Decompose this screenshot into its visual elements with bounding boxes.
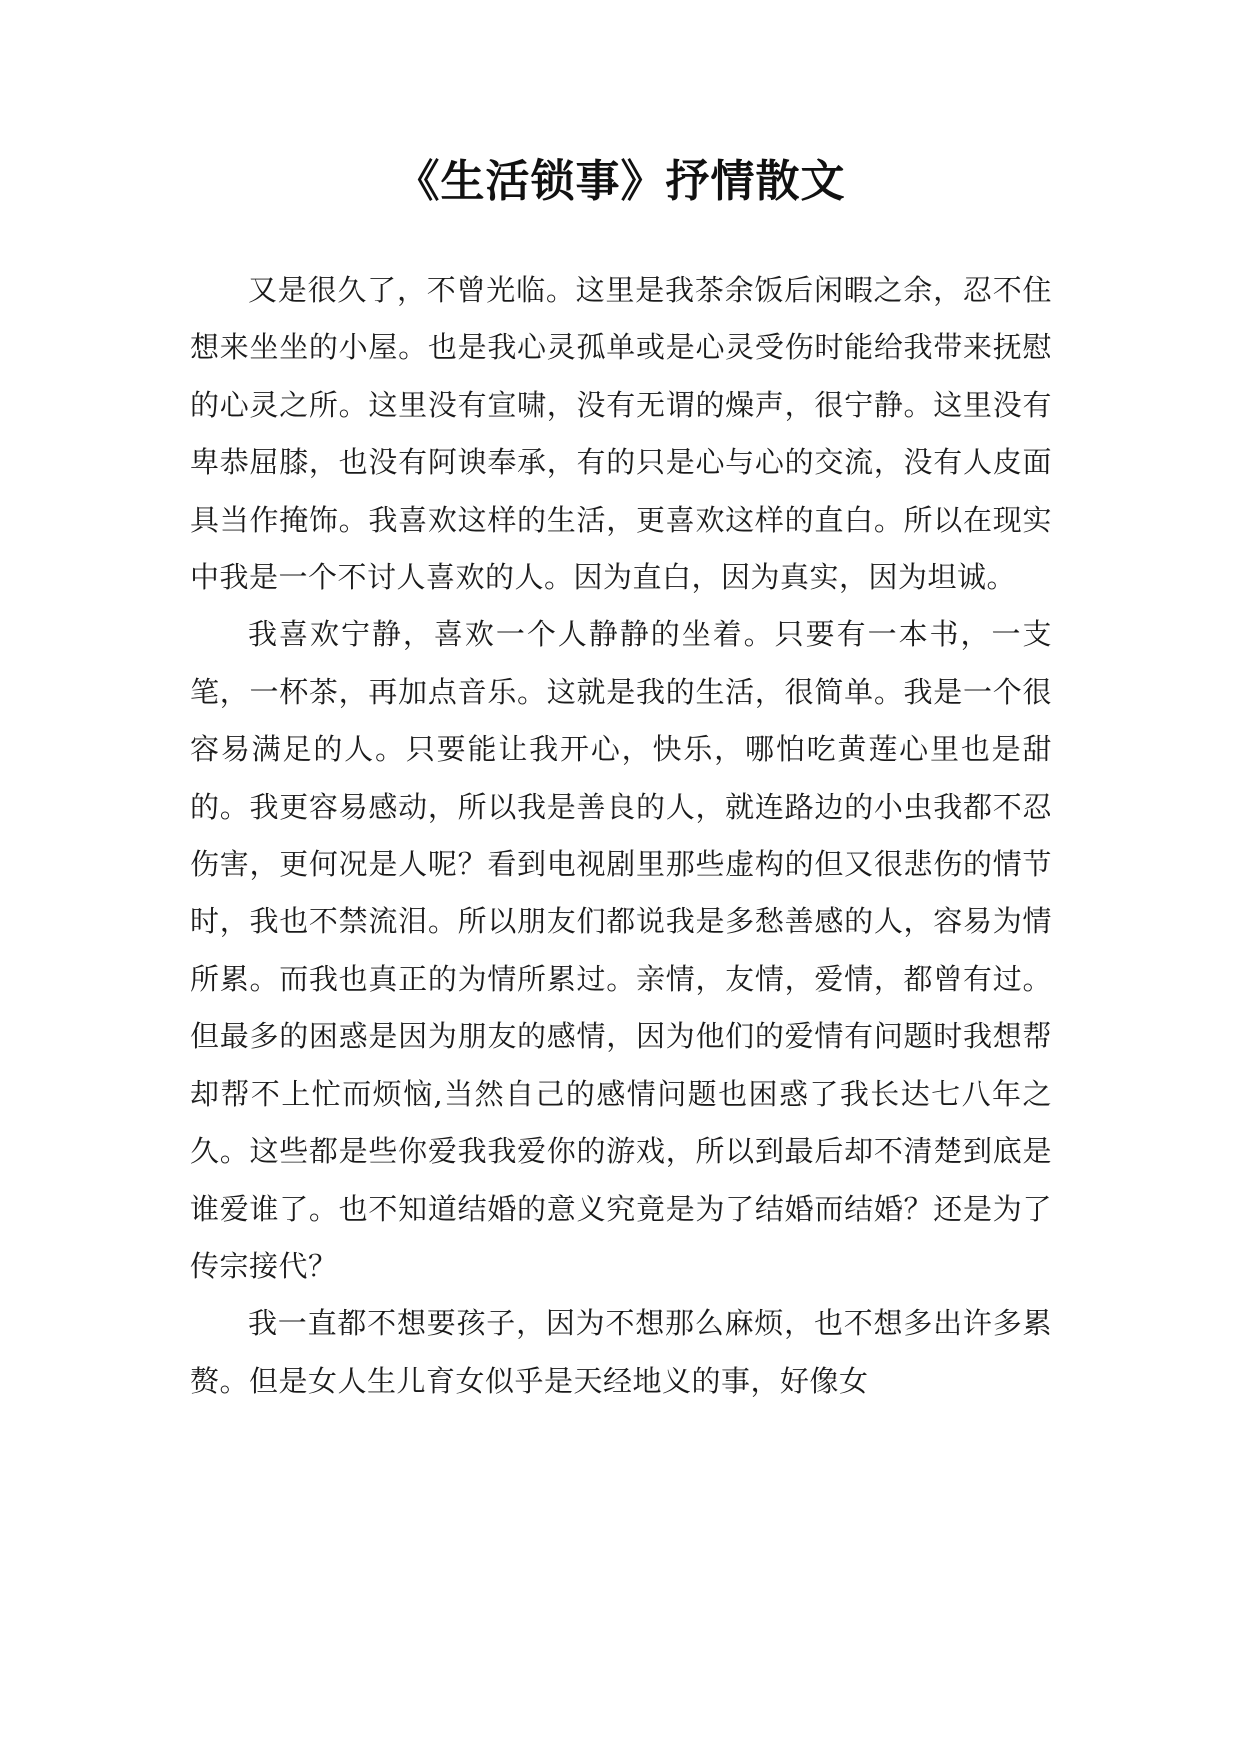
document-body [190, 262, 1052, 1410]
paragraph-1: 又是很久了，不曾光临。这里是我茶余饭后闲暇之余，忍不住想来坐坐的小屋。也是我心灵孤单或是心灵受伤时能给我带来抚慰的心灵之所。这里没有宣啸，没有无谓的燥声，很宁静。这里没有卑恭屈膝，也没有阿谀奉承，有的只是心与心的交流，没有人皮面具当作掩饰。我喜欢这样的生活，更喜欢这样的直白。所以在现实中我是一个不讨人喜欢的人。因为直白，因为真实，因为坦诚。 [190, 273, 1052, 595]
document-title: 《生活锁事》抒情散文 [395, 156, 846, 207]
paragraph-2: 我喜欢宁静，喜欢一个人静静的坐着。只要有一本书，一支笔，一杯茶，再加点音乐。这就是我的生活，很简单。我是一个很容易满足的人。只要能让我开心，快乐，哪怕吃黄莲心里也是甜的。我更容易感动，所以我是善良的人，就连路边的小虫我都不忍伤害，更何况是人呢？看到电视剧里那些虚构的但又很悲伤的情节时，我也不禁流泪。所以朋友们都说我是多愁善感的人，容易为情所累。而我也真正的为情所累过。亲情，友情，爱情，都曾有过。但最多的困惑是因为朋友的感情，因为他们的爱情有问题时我想帮却帮不上忙而烦恼,当然自己的感情问题也困惑了我长达七八年之久。这些都是些你爱我我爱你的游戏，所以到最后却不清楚到底是谁爱谁了。也不知道结婚的意义究竟是为了结婚而结婚？还是为了传宗接代？ [190, 617, 1052, 1283]
paragraph-3: 我一直都不想要孩子，因为不想那么麻烦，也不想多出许多累赘。但是女人生儿育女似乎是天经地义的事，好像女 [190, 1306, 1052, 1398]
